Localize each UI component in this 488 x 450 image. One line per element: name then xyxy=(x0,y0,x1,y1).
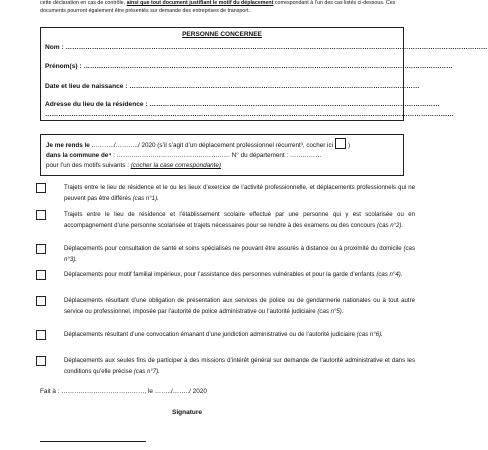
personne-concernee-box xyxy=(40,27,488,121)
fait-a-field[interactable]: Fait à : …………………………………, le ……../……../ 2020 xyxy=(40,388,207,395)
intro-paragraph xyxy=(40,0,412,15)
cas-7-label: Déplacements aux seules fins de participer à des missions d’intérêt général sur demande de l’autorité administrative et dans les conditions qu’elle précise (cas n°7). xyxy=(64,357,415,375)
adresse-field[interactable]: Adresse du lieu de la résidence : …………………………………………………………………………………………………………………… xyxy=(45,101,440,108)
cas-3-label: Déplacements pour consultation de santé et soins spécialisés ne pouvant être assurés à distance ou à proximité du domicile (cas n°3). xyxy=(64,245,415,263)
cas-4-checkbox[interactable] xyxy=(36,270,46,280)
cas-7-checkbox[interactable] xyxy=(36,356,46,366)
cas-5-checkbox[interactable] xyxy=(36,296,46,306)
cas-1-checkbox[interactable] xyxy=(36,183,46,193)
cas-6-checkbox[interactable] xyxy=(36,330,46,340)
deplacement-box xyxy=(40,134,404,176)
cas-2-checkbox[interactable] xyxy=(36,210,46,220)
commune-text[interactable]: : ……………………………………………… N° du département : …………… xyxy=(111,152,322,159)
nom-field[interactable]: Nom : ………………………………………………………………………………………………………………………………………………………………………… xyxy=(45,44,488,51)
recurrent-checkbox[interactable] xyxy=(335,138,346,149)
footnote-divider xyxy=(40,441,146,442)
date-line: Je me rends le ………../………../ 2020 (s’il s’agit d’un déplacement professionnel récurrent³, cocher ici ) xyxy=(46,138,398,151)
cas-6-label: Déplacements résultant d’une convocation émanant d’une juridiction administrative ou de l’autorité judiciaire (cas n°6). xyxy=(64,331,383,338)
date-text[interactable]: ………../………../ 2020 (s’il s’agit d’un déplacement professionnel récurrent³, cocher ici xyxy=(89,142,333,149)
motifs-instruction: (cocher la case correspondante) xyxy=(130,162,222,169)
cas-2-label: Trajets entre le lieu de résidence et l’établissement scolaire effectué par une personne qui y est scolarisée ou en accompagnement d’une personne scolarisée et trajets nécessaires pour se rendre à des examens ou des concours (cas n°2). xyxy=(64,211,415,229)
intro-post: correspondant à l’un des cas listés ci-dessous. Ces documents pourront également être présentés sur demande des entreprises de transport. xyxy=(40,0,396,14)
cas-3-checkbox[interactable] xyxy=(36,244,46,254)
adresse-continuation-field[interactable]: …………………………………………………………………………………………………………………………………………………………………… xyxy=(45,111,454,118)
cas-5-label: Déplacements résultant d’une obligation de présentation aux services de police ou de gendarmerie nationales ou à tout autre service ou professionnel, imposée par l’autorité de police administrative ou l’autorité judiciaire (cas n°5). xyxy=(64,297,415,315)
commune-line xyxy=(46,151,398,161)
intro-emphasis: ainsi que tout document justifiant le motif du déplacement xyxy=(126,0,274,6)
cas-1-label: Trajets entre le lieu de résidence et le ou les lieux d’exercice de l’activité professionnelle, et déplacements professionnels qui ne peuvent pas être différés (cas n°1). xyxy=(64,184,415,202)
intro-pre: cette déclaration en cas de contrôle, xyxy=(40,0,127,6)
personne-heading: PERSONNE CONCERNEE xyxy=(182,31,262,38)
motifs-text: pour l’un des motifs suivants : xyxy=(46,162,131,169)
naissance-field[interactable]: Date et lieu de naissance : …………………………………………………………………………………………………………………… xyxy=(45,83,420,90)
motifs-line xyxy=(46,161,398,171)
commune-label: dans la commune de⁴ xyxy=(46,152,112,159)
cas-4-label: Déplacements pour motif familial impérieux, pour l’assistance des personnes vulnérables et pour la garde d’enfants (cas n°4). xyxy=(64,271,403,278)
signature-label: Signature xyxy=(172,409,202,416)
date-label: Je me rends le xyxy=(46,142,90,149)
prenom-field[interactable]: Prénom(s) : …………………………………………………………………………………………………………………………………………………… xyxy=(45,63,453,70)
